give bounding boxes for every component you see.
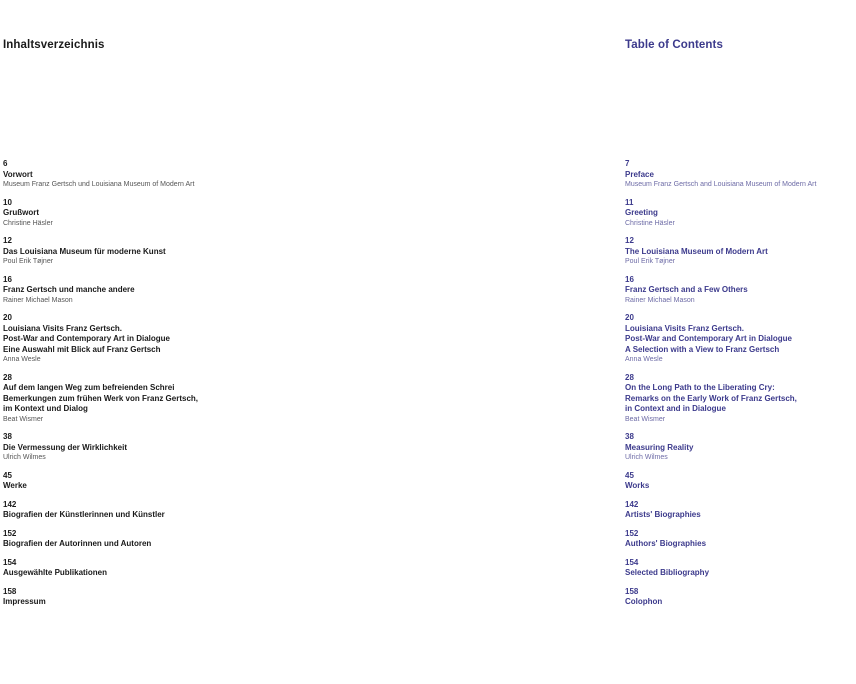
english-toc-entry (625, 373, 816, 425)
english-toc-entry-author: Christine Häsler (625, 219, 675, 227)
english-toc-entry-author: Anna Wesle (625, 356, 663, 363)
german-toc-entry (3, 236, 198, 267)
german-toc-entry-title: im Kontext und Dialog (3, 404, 88, 413)
german-toc-page-number: 142 (3, 499, 17, 509)
english-toc-entry (625, 432, 816, 463)
english-toc-page-number: 154 (625, 557, 639, 567)
german-toc-page-number: 158 (3, 586, 17, 596)
english-toc-page-number: 28 (625, 372, 634, 382)
english-toc-page-number: 16 (625, 274, 634, 284)
english-toc-entry (625, 236, 816, 267)
english-toc-page-number: 152 (625, 528, 639, 538)
english-toc-entry (625, 558, 816, 579)
german-toc-entry-title: Eine Auswahl mit Blick auf Franz Gertsch (3, 344, 161, 354)
german-toc-entry (3, 198, 198, 229)
english-toc-page-number: 12 (625, 236, 634, 245)
german-toc-entry-author: Beat Wismer (3, 415, 44, 423)
german-toc-entry-title: Louisiana Visits Franz Gertsch. (3, 323, 122, 333)
english-toc-page-number: 45 (625, 470, 634, 480)
german-toc-entry-title: Biografien der Künstlerinnen und Künstler (3, 510, 165, 519)
english-toc-entry-title: Selected Bibliography (625, 568, 710, 577)
german-toc-entry (3, 159, 198, 190)
german-toc-entry-author: Anna Wesle (3, 356, 41, 363)
english-toc-entry-title: Preface (625, 169, 654, 179)
english-toc-page-number: 158 (625, 586, 639, 596)
english-toc-entry-title: Artists' Biographies (625, 510, 701, 519)
german-toc-entry (3, 558, 198, 579)
german-toc-entry-title: Auf dem langen Weg zum befreienden Schrei (3, 383, 175, 392)
english-toc-entry-title: Authors' Biographies (625, 539, 707, 548)
english-toc-entry-title: in Context and in Dialogue (625, 404, 726, 413)
english-toc-entry-author: Poul Erik Tøjner (625, 258, 676, 265)
english-toc-entry-title: Louisiana Visits Franz Gertsch. (625, 323, 744, 333)
german-toc-entry-author: Christine Häsler (3, 219, 53, 227)
english-toc-entry-author: Museum Franz Gertsch and Louisiana Museum of Modern Art (625, 181, 817, 188)
german-toc-page-number: 45 (3, 470, 12, 480)
german-toc-page-number: 152 (3, 528, 17, 538)
german-toc-page-number: 12 (3, 236, 12, 245)
german-toc-entry (3, 373, 198, 425)
english-toc-heading: Table of Contents (625, 39, 723, 51)
german-toc-page-number: 16 (3, 274, 12, 284)
english-toc-page-number: 7 (625, 159, 630, 168)
english-toc-entry-title: Remarks on the Early Work of Franz Gertsch, (625, 393, 797, 403)
english-toc-entry-author: Rainer Michael Mason (625, 296, 695, 304)
english-toc-entry-title: The Louisiana Museum of Modern Art (625, 246, 768, 256)
german-toc-page-number: 6 (3, 159, 8, 168)
german-toc-page-number: 154 (3, 557, 17, 567)
english-toc-entry-title: Greeting (625, 208, 658, 217)
english-toc-page-number: 20 (625, 313, 634, 322)
german-toc-entry-title: Bemerkungen zum frühen Werk von Franz Gertsch, (3, 393, 199, 403)
english-toc-entry (625, 159, 816, 190)
german-toc-entry-title: Vorwort (3, 169, 33, 179)
german-toc-entry (3, 313, 198, 365)
german-toc-entry-title: Das Louisiana Museum für moderne Kunst (3, 246, 166, 256)
german-toc-entry-author: Rainer Michael Mason (3, 296, 73, 304)
english-toc-entry-title: Post-War and Contemporary Art in Dialogue (625, 334, 792, 343)
german-toc-entry-title: Grußwort (3, 208, 39, 217)
english-toc-entry-title: Measuring Reality (625, 442, 694, 452)
english-toc-page-number: 38 (625, 432, 634, 441)
german-toc-entry-title: Werke (3, 481, 27, 490)
english-toc-entry-title: Colophon (625, 597, 663, 606)
german-toc-entry (3, 471, 198, 492)
english-toc-entry-title: A Selection with a View to Franz Gertsch (625, 344, 780, 354)
german-toc-entry-title: Impressum (3, 597, 46, 606)
german-toc-entry-author: Ulrich Wilmes (3, 454, 46, 461)
german-toc-page-number: 10 (3, 197, 12, 207)
german-toc-entry-title: Post-War and Contemporary Art in Dialogue (3, 334, 170, 343)
german-toc-entry-title: Ausgewählte Publikationen (3, 568, 108, 577)
english-toc-entry (625, 198, 816, 229)
german-toc-entry-author: Museum Franz Gertsch und Louisiana Museum of Modern Art (3, 181, 195, 188)
english-toc-entry-author: Ulrich Wilmes (625, 454, 668, 461)
german-toc-entry (3, 587, 198, 608)
english-toc-page-number: 11 (625, 197, 634, 207)
german-toc-entry-title: Die Vermessung der Wirklichkeit (3, 442, 127, 452)
german-toc-entry-title: Franz Gertsch und manche andere (3, 285, 135, 294)
english-toc-entries (625, 159, 816, 616)
german-toc-entry (3, 275, 198, 306)
english-toc-entry (625, 471, 816, 492)
german-toc-entry-title: Biografien der Autorinnen und Autoren (3, 539, 152, 548)
english-toc-entry-title: Works (625, 481, 650, 490)
german-toc-entries (3, 159, 198, 616)
german-toc-entry-author: Poul Erik Tøjner (3, 258, 54, 265)
english-toc-entry (625, 313, 816, 365)
english-toc-entry-title: On the Long Path to the Liberating Cry: (625, 383, 775, 392)
english-toc-entry-title: Franz Gertsch and a Few Others (625, 285, 748, 294)
german-toc-page-number: 28 (3, 372, 12, 382)
english-toc-entry-author: Beat Wismer (625, 415, 666, 423)
english-toc-entry (625, 529, 816, 550)
english-toc-entry (625, 275, 816, 306)
german-toc-entry (3, 432, 198, 463)
english-toc-page-number: 142 (625, 499, 639, 509)
german-toc-page-number: 38 (3, 432, 12, 441)
english-toc-entry (625, 587, 816, 608)
english-toc-entry (625, 500, 816, 521)
german-toc-entry (3, 500, 198, 521)
german-toc-heading: Inhaltsverzeichnis (3, 39, 105, 51)
german-toc-entry (3, 529, 198, 550)
german-toc-page-number: 20 (3, 313, 12, 322)
